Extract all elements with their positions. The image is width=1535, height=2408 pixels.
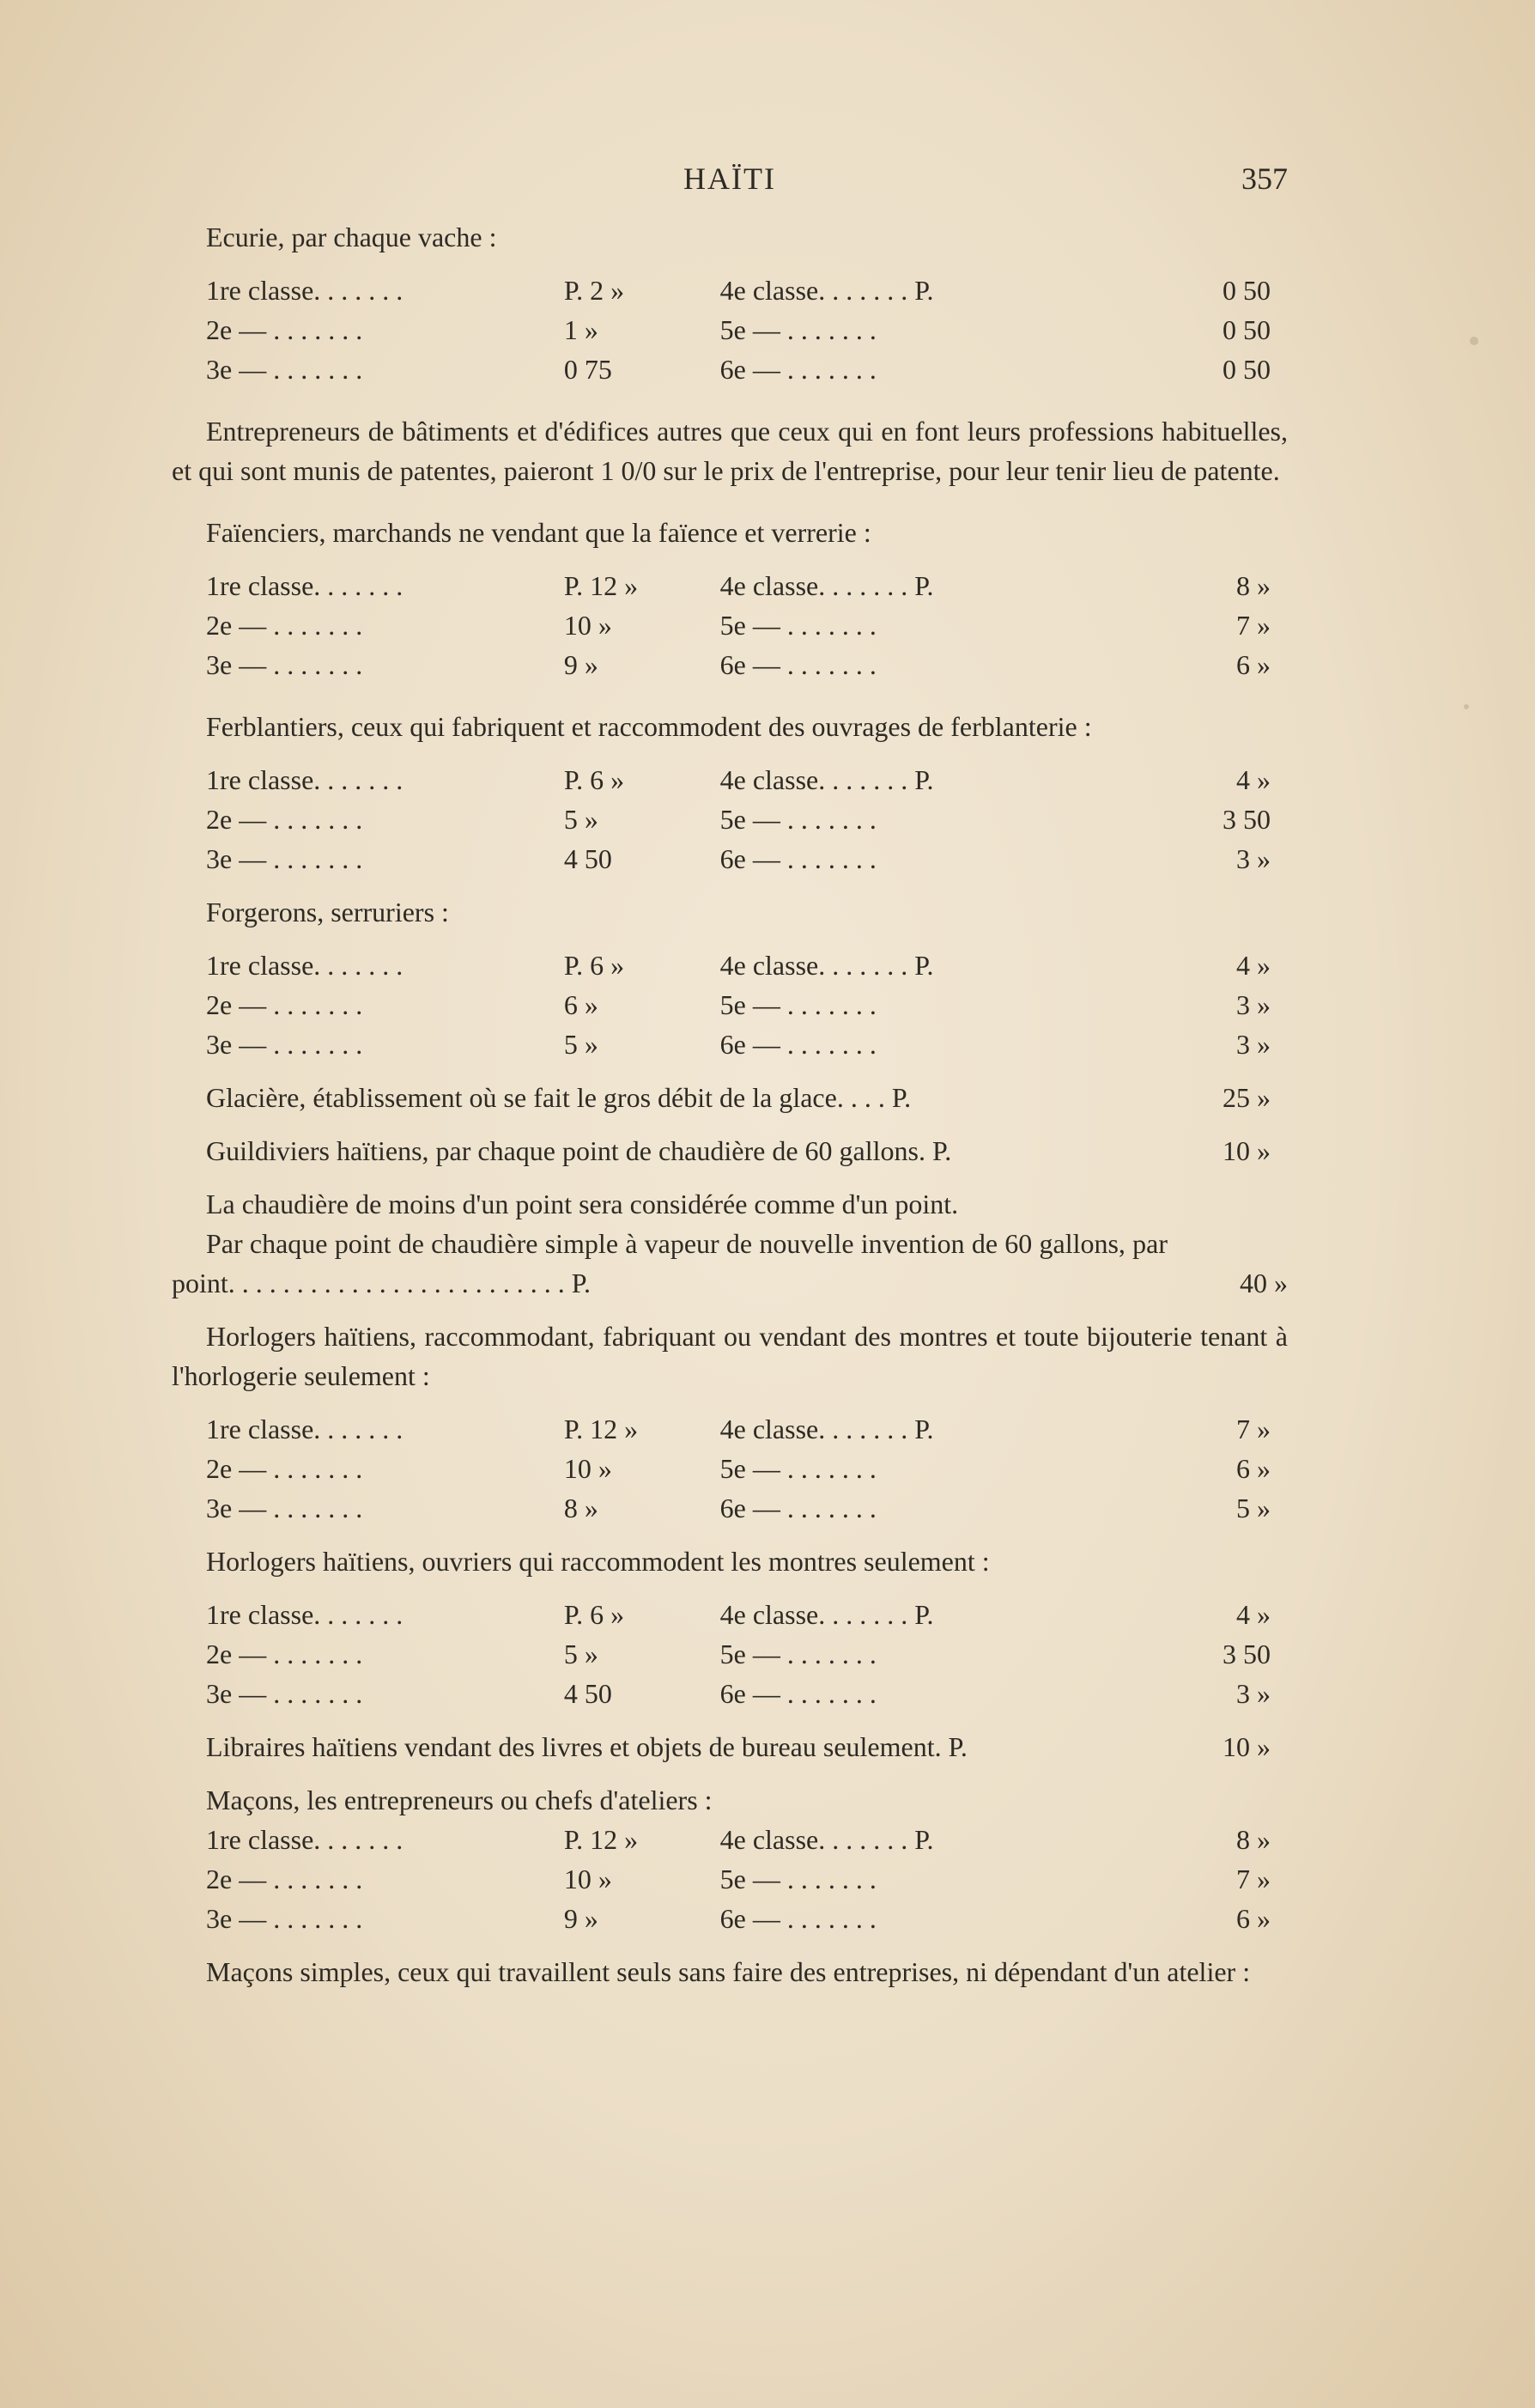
section-intro-horlogers-ouvriers: Horlogers haïtiens, ouvriers qui raccommodent les montres seulement : <box>206 1546 990 1577</box>
class-label: 6e — . . . . . . . <box>719 1493 877 1523</box>
class-rate: 9 » <box>563 1903 598 1934</box>
class-rate: 10 » <box>563 1864 612 1894</box>
class-rate: 1 » <box>563 314 598 345</box>
table-row <box>206 1899 1271 1938</box>
class-rate: P. 6 » <box>563 1599 625 1630</box>
paragraph-entrepreneurs: Entrepreneurs de bâtiments et d'édifices autres que ceux qui en font leurs professions habituelles, et qui sont munis de patentes, paieront 1 0/0 sur le prix de l'entreprise, pour leur tenir lieu de patente. <box>172 416 1288 486</box>
rate-table-faienciers <box>206 566 1271 684</box>
table-row <box>206 946 1271 985</box>
table-row <box>206 800 1271 839</box>
class-label: 1re classe. . . . . . . <box>206 950 403 981</box>
table-row <box>206 1859 1271 1899</box>
entry-amount: 10 » <box>1223 1731 1271 1762</box>
page-content <box>172 159 1288 1991</box>
paragraph-macons-simples: Maçons simples, ceux qui travaillent seuls sans faire des entreprises, ni dépendant d'un atelier : <box>206 1956 1251 1987</box>
note-vapeur <box>172 1224 1288 1303</box>
page-header <box>172 159 1288 210</box>
class-rate: 5 » <box>1236 1493 1271 1523</box>
class-label: 2e — . . . . . . . <box>206 314 363 345</box>
rate-table-horlogers <box>206 1409 1271 1528</box>
class-rate: 7 » <box>1236 610 1271 641</box>
class-rate: P. 6 » <box>563 950 625 981</box>
entry-libraires <box>206 1727 1271 1766</box>
class-rate: 3 50 <box>1223 804 1271 835</box>
running-title: HAÏTI <box>683 161 776 196</box>
class-label: 4e classe. . . . . . . P. <box>719 1824 934 1855</box>
class-label: 6e — . . . . . . . <box>719 649 877 680</box>
class-label: 2e — . . . . . . . <box>206 1864 363 1894</box>
entry-guildiviers <box>206 1131 1271 1171</box>
class-label: 4e classe. . . . . . . P. <box>719 764 934 795</box>
table-row <box>206 350 1271 389</box>
class-label: 6e — . . . . . . . <box>719 1903 877 1934</box>
paper-stain <box>1464 704 1469 709</box>
table-row <box>206 566 1271 605</box>
table-row <box>206 839 1271 879</box>
class-label: 5e — . . . . . . . <box>719 610 877 641</box>
table-row <box>206 1488 1271 1528</box>
class-label: 1re classe. . . . . . . <box>206 1824 403 1855</box>
class-label: 1re classe. . . . . . . <box>206 1599 403 1630</box>
class-rate: 6 » <box>1236 649 1271 680</box>
class-rate: 6 » <box>1236 1903 1271 1934</box>
table-row <box>206 271 1271 310</box>
class-rate: 0 50 <box>1223 314 1271 345</box>
class-rate: P. 6 » <box>563 764 625 795</box>
section-intro-horlogers: Horlogers haïtiens, raccommodant, fabriquant ou vendant des montres et toute bijouterie tenant à l'horlogerie seulement : <box>172 1321 1288 1391</box>
class-label: 6e — . . . . . . . <box>719 1029 877 1060</box>
class-rate: 4 » <box>1236 764 1271 795</box>
rate-table-horlogers-ouvriers <box>206 1595 1271 1713</box>
class-label: 4e classe. . . . . . . P. <box>719 570 934 601</box>
class-rate: 4 » <box>1236 1599 1271 1630</box>
class-label: 1re classe. . . . . . . <box>206 275 403 306</box>
class-label: 1re classe. . . . . . . <box>206 570 403 601</box>
class-label: 3e — . . . . . . . <box>206 843 363 874</box>
class-rate: 5 » <box>563 1029 598 1060</box>
note-vapeur-text: Par chaque point de chaudière simple à vapeur de nouvelle invention de 60 gallons, par point. . . . . . . . . . . . . . . . . . . . . . . . . P. <box>172 1228 1168 1298</box>
class-rate: 8 » <box>1236 1824 1271 1855</box>
class-rate: 7 » <box>1236 1414 1271 1444</box>
rate-table-forgerons <box>206 946 1271 1064</box>
table-row <box>206 1674 1271 1713</box>
section-intro-macons: Maçons, les entrepreneurs ou chefs d'ateliers : <box>206 1785 713 1815</box>
rate-table-ferblantiers <box>206 760 1271 879</box>
class-rate: 5 » <box>563 1639 598 1669</box>
class-label: 2e — . . . . . . . <box>206 1639 363 1669</box>
class-label: 3e — . . . . . . . <box>206 1903 363 1934</box>
class-label: 3e — . . . . . . . <box>206 649 363 680</box>
entry-amount: 10 » <box>1223 1135 1271 1166</box>
entry-label: Libraires haïtiens vendant des livres et objets de bureau seulement. P. <box>206 1731 968 1762</box>
section-intro-ecurie: Ecurie, par chaque vache : <box>206 222 497 252</box>
class-label: 4e classe. . . . . . . P. <box>719 950 934 981</box>
section-intro-ferblantiers: Ferblantiers, ceux qui fabriquent et raccommodent des ouvrages de ferblanterie : <box>206 711 1092 742</box>
class-label: 1re classe. . . . . . . <box>206 764 403 795</box>
table-row <box>206 760 1271 800</box>
entry-amount: 25 » <box>1223 1082 1271 1113</box>
class-label: 5e — . . . . . . . <box>719 314 877 345</box>
class-label: 5e — . . . . . . . <box>719 1639 877 1669</box>
class-label: 3e — . . . . . . . <box>206 1029 363 1060</box>
table-row <box>206 1595 1271 1634</box>
rate-table-macons <box>206 1820 1271 1938</box>
class-label: 2e — . . . . . . . <box>206 989 363 1020</box>
class-rate: P. 12 » <box>563 570 639 601</box>
class-rate: 0 50 <box>1223 354 1271 385</box>
class-rate: 6 » <box>1236 1453 1271 1484</box>
class-rate: P. 2 » <box>563 275 625 306</box>
rate-table-ecurie <box>206 271 1271 389</box>
class-label: 5e — . . . . . . . <box>719 989 877 1020</box>
class-rate: 8 » <box>1236 570 1271 601</box>
table-row <box>206 1449 1271 1488</box>
paper-stain <box>1470 337 1478 345</box>
class-label: 5e — . . . . . . . <box>719 1453 877 1484</box>
class-rate: 3 50 <box>1223 1639 1271 1669</box>
table-row <box>206 310 1271 350</box>
page-number: 357 <box>1241 161 1288 196</box>
note-chaudiere: La chaudière de moins d'un point sera considérée comme d'un point. <box>206 1189 959 1219</box>
entry-label: Glacière, établissement où se fait le gros débit de la glace. . . . P. <box>206 1082 912 1113</box>
section-intro-faienciers: Faïenciers, marchands ne vendant que la faïence et verrerie : <box>206 517 871 548</box>
entry-glaciere <box>206 1078 1271 1117</box>
table-row <box>206 1820 1271 1859</box>
note-vapeur-amount: 40 » <box>1240 1268 1288 1298</box>
class-label: 5e — . . . . . . . <box>719 804 877 835</box>
class-rate: 5 » <box>563 804 598 835</box>
class-rate: 10 » <box>563 1453 612 1484</box>
class-rate: 9 » <box>563 649 598 680</box>
class-rate: 3 » <box>1236 1678 1271 1709</box>
class-label: 2e — . . . . . . . <box>206 1453 363 1484</box>
table-row <box>206 1025 1271 1064</box>
class-rate: 4 50 <box>563 1678 612 1709</box>
class-label: 3e — . . . . . . . <box>206 354 363 385</box>
class-rate: 8 » <box>563 1493 598 1523</box>
class-label: 2e — . . . . . . . <box>206 804 363 835</box>
class-label: 6e — . . . . . . . <box>719 354 877 385</box>
class-rate: 0 75 <box>563 354 612 385</box>
class-rate: 7 » <box>1236 1864 1271 1894</box>
class-rate: 4 » <box>1236 950 1271 981</box>
class-rate: 3 » <box>1236 989 1271 1020</box>
class-label: 4e classe. . . . . . . P. <box>719 1414 934 1444</box>
class-rate: 0 50 <box>1223 275 1271 306</box>
class-rate: 4 50 <box>563 843 612 874</box>
class-rate: P. 12 » <box>563 1414 639 1444</box>
class-rate: 10 » <box>563 610 612 641</box>
entry-label: Guildiviers haïtiens, par chaque point de chaudière de 60 gallons. P. <box>206 1135 952 1166</box>
class-label: 5e — . . . . . . . <box>719 1864 877 1894</box>
class-rate: 6 » <box>563 989 598 1020</box>
class-rate: 3 » <box>1236 1029 1271 1060</box>
class-rate: 3 » <box>1236 843 1271 874</box>
table-row <box>206 1634 1271 1674</box>
class-label: 4e classe. . . . . . . P. <box>719 275 934 306</box>
class-label: 3e — . . . . . . . <box>206 1493 363 1523</box>
table-row <box>206 1409 1271 1449</box>
class-label: 1re classe. . . . . . . <box>206 1414 403 1444</box>
table-row <box>206 645 1271 684</box>
class-rate: P. 12 » <box>563 1824 639 1855</box>
section-intro-forgerons: Forgerons, serruriers : <box>206 897 449 927</box>
class-label: 6e — . . . . . . . <box>719 1678 877 1709</box>
class-label: 6e — . . . . . . . <box>719 843 877 874</box>
table-row <box>206 985 1271 1025</box>
class-label: 4e classe. . . . . . . P. <box>719 1599 934 1630</box>
class-label: 3e — . . . . . . . <box>206 1678 363 1709</box>
class-label: 2e — . . . . . . . <box>206 610 363 641</box>
table-row <box>206 605 1271 645</box>
